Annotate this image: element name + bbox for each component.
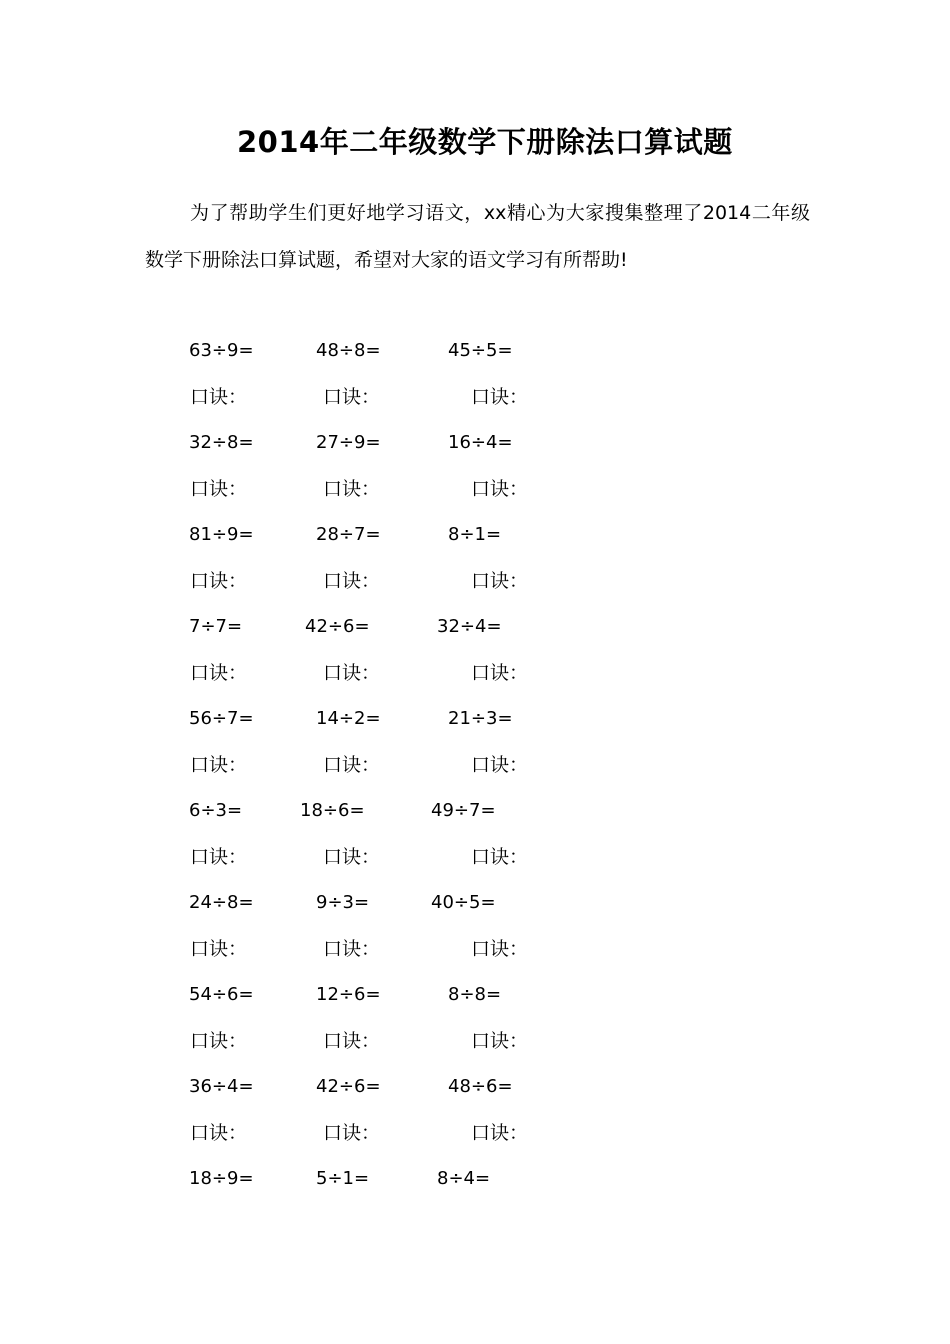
problem: 8÷4= bbox=[437, 1168, 491, 1189]
problem: 24÷8= bbox=[189, 892, 254, 913]
problem-row bbox=[0, 428, 950, 474]
koujue-label: 口诀： bbox=[323, 478, 381, 500]
koujue-label: 口诀： bbox=[323, 846, 381, 868]
koujue-row bbox=[0, 382, 950, 428]
problem-row bbox=[0, 1072, 950, 1118]
koujue-label: 口诀： bbox=[471, 570, 529, 592]
problem: 12÷6= bbox=[316, 984, 381, 1005]
koujue-label: 口诀： bbox=[323, 662, 381, 684]
problem-grid bbox=[0, 336, 950, 1210]
koujue-label: 口诀： bbox=[471, 1030, 529, 1052]
koujue-label: 口诀： bbox=[471, 846, 529, 868]
problem: 6÷3= bbox=[189, 800, 243, 821]
koujue-label: 口诀： bbox=[323, 386, 381, 408]
problem: 5÷1= bbox=[316, 1168, 370, 1189]
page-title: 2014年二年级数学下册除法口算试题 bbox=[237, 125, 733, 159]
problem: 36÷4= bbox=[189, 1076, 254, 1097]
problem-row bbox=[0, 520, 950, 566]
problem: 54÷6= bbox=[189, 984, 254, 1005]
koujue-label: 口诀： bbox=[323, 1030, 381, 1052]
problem-row bbox=[0, 336, 950, 382]
problem: 42÷6= bbox=[316, 1076, 381, 1097]
problem: 18÷9= bbox=[189, 1168, 254, 1189]
koujue-row bbox=[0, 934, 950, 980]
koujue-label: 口诀： bbox=[471, 386, 529, 408]
problem: 48÷6= bbox=[448, 1076, 513, 1097]
koujue-row bbox=[0, 1118, 950, 1164]
problem: 8÷8= bbox=[448, 984, 502, 1005]
problem: 81÷9= bbox=[189, 524, 254, 545]
problem: 40÷5= bbox=[431, 892, 496, 913]
koujue-row bbox=[0, 566, 950, 612]
koujue-label: 口诀： bbox=[190, 846, 248, 868]
problem: 16÷4= bbox=[448, 432, 513, 453]
problem: 7÷7= bbox=[189, 616, 243, 637]
koujue-label: 口诀： bbox=[190, 662, 248, 684]
problem: 48÷8= bbox=[316, 340, 381, 361]
koujue-label: 口诀： bbox=[190, 1122, 248, 1144]
koujue-label: 口诀： bbox=[190, 1030, 248, 1052]
problem: 28÷7= bbox=[316, 524, 381, 545]
koujue-label: 口诀： bbox=[190, 478, 248, 500]
problem: 56÷7= bbox=[189, 708, 254, 729]
problem-row bbox=[0, 704, 950, 750]
koujue-row bbox=[0, 474, 950, 520]
problem: 14÷2= bbox=[316, 708, 381, 729]
koujue-label: 口诀： bbox=[323, 570, 381, 592]
intro-paragraph: 为了帮助学生们更好地学习语文，xx精心为大家搜集整理了2014二年级数学下册除法口算试题，希望对大家的语文学习有所帮助! bbox=[145, 202, 810, 271]
problem-row bbox=[0, 980, 950, 1026]
koujue-row bbox=[0, 658, 950, 704]
problem-row bbox=[0, 612, 950, 658]
problem: 21÷3= bbox=[448, 708, 513, 729]
problem: 18÷6= bbox=[300, 800, 365, 821]
koujue-label: 口诀： bbox=[190, 570, 248, 592]
koujue-row bbox=[0, 750, 950, 796]
koujue-label: 口诀： bbox=[471, 478, 529, 500]
problem: 49÷7= bbox=[431, 800, 496, 821]
koujue-label: 口诀： bbox=[190, 386, 248, 408]
problem: 27÷9= bbox=[316, 432, 381, 453]
problem-row bbox=[0, 796, 950, 842]
koujue-label: 口诀： bbox=[323, 1122, 381, 1144]
problem: 32÷8= bbox=[189, 432, 254, 453]
problem: 42÷6= bbox=[305, 616, 370, 637]
problem-row bbox=[0, 1164, 950, 1210]
problem: 9÷3= bbox=[316, 892, 370, 913]
koujue-label: 口诀： bbox=[471, 1122, 529, 1144]
koujue-label: 口诀： bbox=[471, 662, 529, 684]
koujue-label: 口诀： bbox=[471, 938, 529, 960]
problem: 8÷1= bbox=[448, 524, 502, 545]
problem: 63÷9= bbox=[189, 340, 254, 361]
koujue-label: 口诀： bbox=[190, 938, 248, 960]
problem: 32÷4= bbox=[437, 616, 502, 637]
koujue-label: 口诀： bbox=[323, 938, 381, 960]
koujue-label: 口诀： bbox=[190, 754, 248, 776]
problem-row bbox=[0, 888, 950, 934]
problem: 45÷5= bbox=[448, 340, 513, 361]
koujue-label: 口诀： bbox=[471, 754, 529, 776]
koujue-label: 口诀： bbox=[323, 754, 381, 776]
koujue-row bbox=[0, 1026, 950, 1072]
koujue-row bbox=[0, 842, 950, 888]
